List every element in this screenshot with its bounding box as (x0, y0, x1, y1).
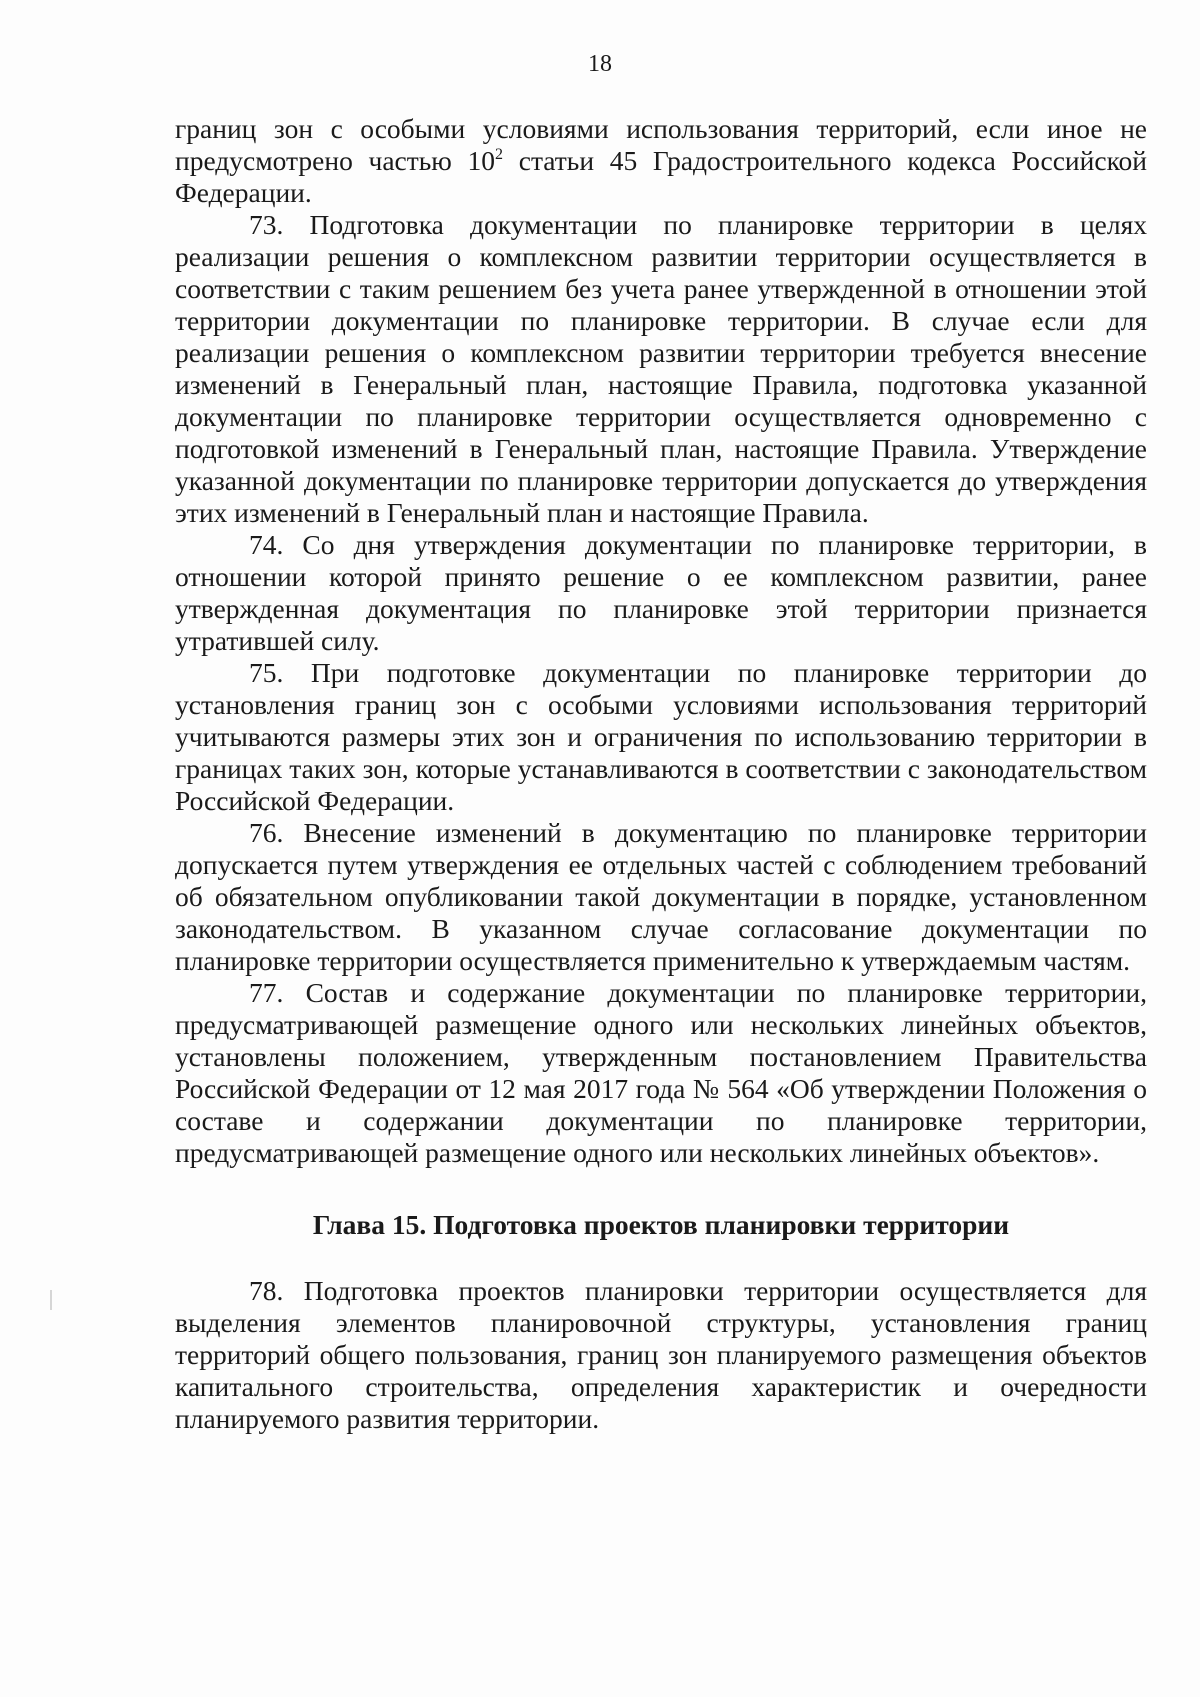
scan-artifact (50, 1290, 52, 1310)
item-text: Подготовка документации по планировке территории в целях реализации решения о комплексном развитии территории осуществляется в соответствии с таким решением без учета ранее утвержденной в отношении этой территории документации по планировке территории. В случае если для реализации решения о комплексном развитии территории требуется внесение изменений в Генеральный план, настоящие Правила, подготовка указанной документации по планировке территории осуществляется одновременно с подготовкой изменений в Генеральный план, настоящие Правила. Утверждение указанной документации по планировке территории допускается до утверждения этих изменений в Генеральный план и настоящие Правила. (175, 209, 1147, 528)
item-76 (175, 817, 1147, 977)
document-body (175, 113, 1147, 1435)
item-78 (175, 1275, 1147, 1435)
item-number: 77. (249, 977, 284, 1008)
item-text: При подготовке документации по планировке территории до установления границ зон с особыми условиями использования территорий учитываются размеры этих зон и ограничения по использованию территории в границах таких зон, которые устанавливаются в соответствии с законодательством Российской Федерации. (175, 657, 1147, 816)
item-text: Состав и содержание документации по планировке территории, предусматривающей размещение одного или нескольких линейных объектов, установлены положением, утвержденным постановлением Правительства Российской Федерации от 12 мая 2017 года № 564 «Об утверждении Положения о составе и содержании документации по планировке территории, предусматривающей размещение одного или нескольких линейных объектов». (175, 977, 1147, 1168)
item-text: Внесение изменений в документацию по планировке территории допускается путем утверждения ее отдельных частей с соблюдением требований об обязательном опубликовании такой документации в порядке, установленном законодательством. В указанном случае согласование документации по планировке территории осуществляется применительно к утверждаемым частям. (175, 817, 1147, 976)
page-number: 18 (588, 51, 612, 77)
item-number: 74. (249, 529, 284, 560)
item-text: Со дня утверждения документации по планировке территории, в отношении которой принято решение о ее комплексном развитии, ранее утвержденная документация по планировке этой территории признается утратившей силу. (175, 529, 1147, 656)
item-75 (175, 657, 1147, 817)
chapter-heading: Глава 15. Подготовка проектов планировки территории (312, 1209, 1010, 1240)
item-number: 76. (249, 817, 284, 848)
superscript-part-number: 2 (495, 146, 504, 163)
item-number: 78. (249, 1275, 284, 1306)
item-number: 75. (249, 657, 284, 688)
item-74 (175, 529, 1147, 657)
item-73 (175, 209, 1147, 529)
continuation-text-before: границ зон с особыми условиями использования территорий, если иное не предусмотрено частью 10 (175, 113, 1147, 176)
continuation-text-after: статьи 45 Градостроительного кодекса Российской Федерации. (175, 145, 1147, 208)
item-77 (175, 977, 1147, 1169)
item-text: Подготовка проектов планировки территории осуществляется для выделения элементов планировочной структуры, установления границ территорий общего пользования, границ зон планируемого размещения объектов капитального строительства, определения характеристик и очередности планируемого развития территории. (175, 1275, 1147, 1434)
item-number: 73. (249, 209, 284, 240)
continuation-paragraph (175, 113, 1147, 209)
